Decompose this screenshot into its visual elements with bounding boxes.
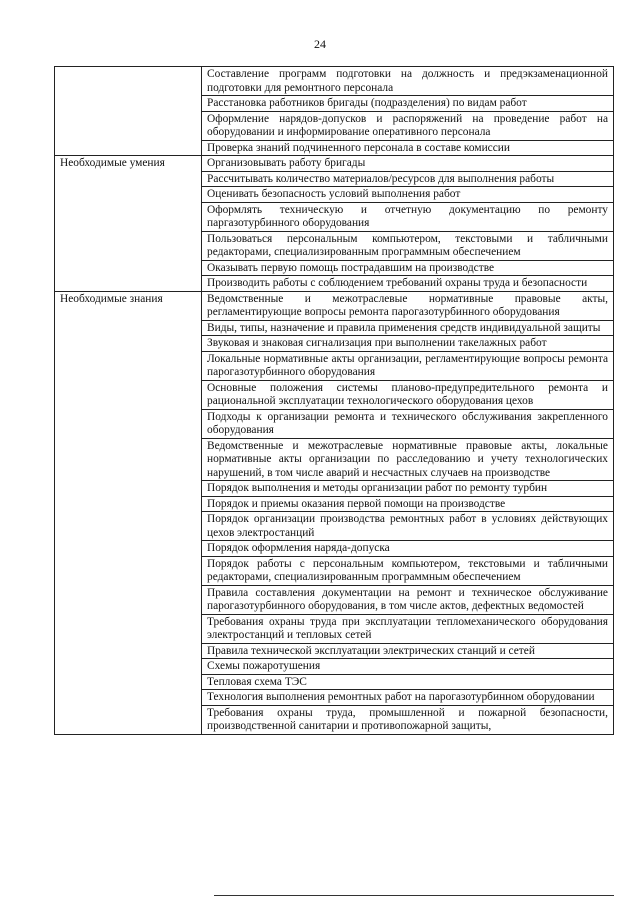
table-cell-item: Локальные нормативные акты организации, регламентирующие вопросы ремонта парогазотурбинного оборудования	[202, 351, 614, 380]
empty-label-cell	[55, 67, 202, 156]
table-row	[55, 291, 614, 320]
table-cell-item: Составление программ подготовки на должность и предэкзаменационной подготовки для ремонтного персонала	[202, 67, 614, 96]
table-cell-item: Звуковая и знаковая сигнализация при выполнении такелажных работ	[202, 336, 614, 352]
table-row	[55, 67, 614, 96]
table-cell-item: Порядок организации производства ремонтных работ в условиях действующих цехов электростанций	[202, 512, 614, 541]
table-cell-item: Порядок выполнения и методы организации работ по ремонту турбин	[202, 481, 614, 497]
table-cell-item: Оценивать безопасность условий выполнения работ	[202, 187, 614, 203]
table-cell-item: Расстановка работников бригады (подразделения) по видам работ	[202, 96, 614, 112]
table-cell-item: Организовывать работу бригады	[202, 156, 614, 172]
table-cell-item: Порядок оформления наряда-допуска	[202, 541, 614, 557]
table-row	[55, 156, 614, 172]
table-cell-item: Требования охраны труда при эксплуатации тепломеханического оборудования электростанций и тепловых сетей	[202, 614, 614, 643]
table-cell-item: Ведомственные и межотраслевые нормативные правовые акты, локальные нормативные акты организации по расследованию и учету технологических нарушений, в том числе аварий и несчастных случаев на производстве	[202, 438, 614, 481]
knowledge-label: Необходимые знания	[55, 291, 202, 734]
table-cell-item: Основные положения системы планово-предупредительного ремонта и рациональной эксплуатации технологического оборудования цехов	[202, 380, 614, 409]
table-cell-item: Правила составления документации на ремонт и техническое обслуживание парогазотурбинного оборудования, в том числе актов, дефектных ведомостей	[202, 585, 614, 614]
table-cell-item: Требования охраны труда, промышленной и пожарной безопасности, производственной санитарии и противопожарной защиты,	[202, 705, 614, 734]
table-cell-item: Ведомственные и межотраслевые нормативные правовые акты, регламентирующие вопросы ремонта парогазотурбинного оборудования	[202, 291, 614, 320]
table-cell-item: Правила технической эксплуатации электрических станций и сетей	[202, 643, 614, 659]
page-number: 24	[314, 37, 326, 51]
table-cell-item: Технология выполнения ремонтных работ на парогазотурбинном оборудовании	[202, 690, 614, 706]
table-cell-item: Порядок и приемы оказания первой помощи на производстве	[202, 496, 614, 512]
table-cell-item: Оформлять техническую и отчетную документацию по ремонту паргазотурбинного оборудования	[202, 202, 614, 231]
skills-label: Необходимые умения	[55, 156, 202, 292]
table-cell-item: Производить работы с соблюдением требований охраны труда и безопасности	[202, 276, 614, 292]
table-cell-item: Оказывать первую помощь пострадавшим на производстве	[202, 260, 614, 276]
table-cell-item: Виды, типы, назначение и правила применения средств индивидуальной защиты	[202, 320, 614, 336]
table-cell-item: Схемы пожаротушения	[202, 659, 614, 675]
table-cell-item: Тепловая схема ТЭС	[202, 674, 614, 690]
table-cell-item: Оформление нарядов-допусков и распоряжений на проведение работ на оборудовании и информирование оперативного персонала	[202, 111, 614, 140]
table-cell-item: Пользоваться персональным компьютером, текстовыми и табличными редакторами, специализированным программным обеспечением	[202, 231, 614, 260]
table-cell-item: Порядок работы с персональным компьютером, текстовыми и табличными редакторами, специализированным программным обеспечением	[202, 556, 614, 585]
requirements-table	[54, 66, 614, 735]
table-cell-item: Проверка знаний подчиненного персонала в составе комиссии	[202, 140, 614, 156]
table-cell-item: Рассчитывать количество материалов/ресурсов для выполнения работы	[202, 171, 614, 187]
table-bottom-divider	[214, 895, 614, 896]
table-cell-item: Подходы к организации ремонта и технического обслуживания закрепленного оборудования	[202, 409, 614, 438]
